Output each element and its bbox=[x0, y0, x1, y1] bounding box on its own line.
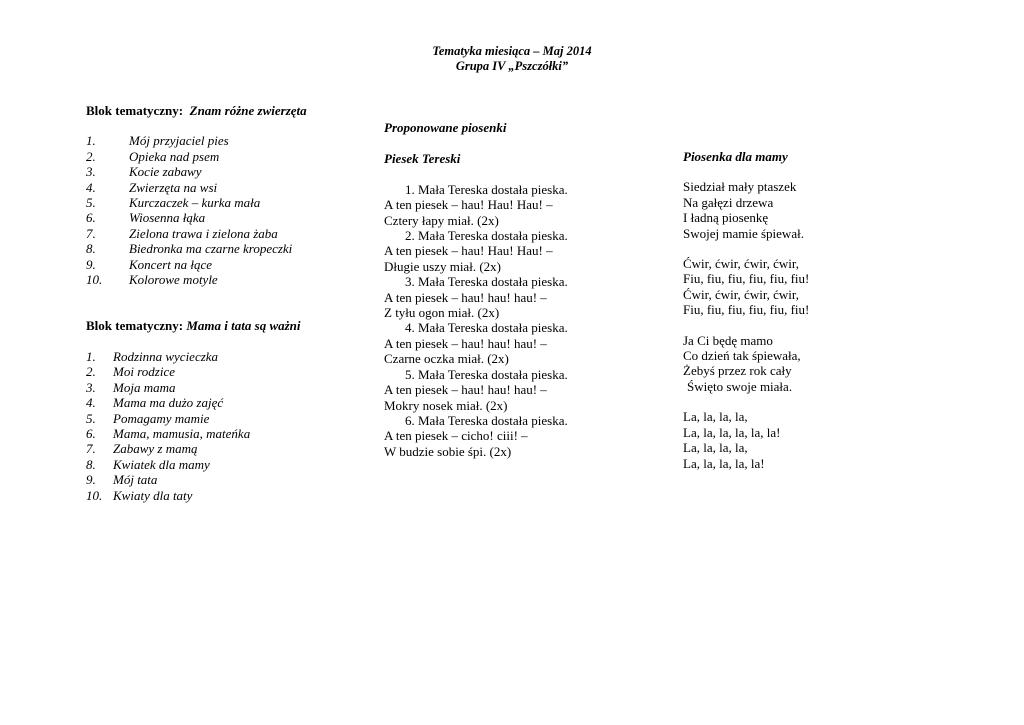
song-line: Ja Ci będę mamo bbox=[683, 332, 773, 348]
song-line: Ćwir, ćwir, ćwir, ćwir, bbox=[683, 256, 799, 272]
song-line: La, la, la, la, la! bbox=[683, 455, 765, 471]
list-item: 5. Pomagamy mamie bbox=[86, 410, 210, 426]
songs-column bbox=[384, 120, 644, 459]
block1-label: Blok tematyczny: bbox=[86, 103, 184, 118]
song-line: Na gałęzi drzewa bbox=[683, 194, 774, 210]
song-line: Z tyłu ogon miał. (2x) bbox=[384, 305, 500, 321]
list-item: 1. Rodzinna wycieczka bbox=[86, 348, 219, 364]
song-line: A ten piesek – hau! Hau! Hau! – bbox=[384, 197, 553, 213]
song-line: A ten piesek – hau! Hau! Hau! – bbox=[384, 243, 553, 259]
block1-heading bbox=[86, 103, 356, 118]
song1-title: Piesek Tereski bbox=[384, 151, 461, 167]
list-item: 6. Mama, mamusia, mateńka bbox=[86, 425, 251, 441]
list-item: 10. Kolorowe motyle bbox=[86, 272, 218, 288]
song-line: 2. Mała Tereska dostała pieska. bbox=[405, 228, 568, 244]
list-item: 2. Moi rodzice bbox=[86, 364, 175, 380]
list-item: 7. Zielona trawa i zielona żaba bbox=[86, 225, 278, 241]
list-item: 2. Opieka nad psem bbox=[86, 148, 220, 164]
list-item: 4. Zwierzęta na wsi bbox=[86, 179, 218, 195]
document-header bbox=[0, 44, 1024, 74]
list-item: 5. Kurczaczek – kurka mała bbox=[86, 195, 261, 211]
song-line: Siedział mały ptaszek bbox=[683, 179, 797, 195]
song-line: A ten piesek – cicho! ciii! – bbox=[384, 428, 528, 444]
song-line: La, la, la, la, la, la! bbox=[683, 424, 781, 440]
block1-title: Znam różne zwierzęta bbox=[189, 103, 307, 118]
song-line: Co dzień tak śpiewała, bbox=[683, 348, 801, 364]
song-line: 5. Mała Tereska dostała pieska. bbox=[405, 366, 568, 382]
song-line: Fiu, fiu, fiu, fiu, fiu, fiu! bbox=[683, 302, 810, 318]
list-item: 3. Kocie zabawy bbox=[86, 164, 202, 180]
song-line: Ćwir, ćwir, ćwir, ćwir, bbox=[683, 286, 799, 302]
list-item: 3. Moja mama bbox=[86, 379, 176, 395]
song2-column bbox=[683, 149, 913, 471]
list-item: 1. Mój przyjaciel pies bbox=[86, 133, 229, 149]
song-line: La, la, la, la, bbox=[683, 440, 748, 456]
song-line: 4. Mała Tereska dostała pieska. bbox=[405, 320, 568, 336]
song-line: Długie uszy miał. (2x) bbox=[384, 258, 501, 274]
list-item: 6. Wiosenna łąka bbox=[86, 210, 206, 226]
list-item: 9. Mój tata bbox=[86, 472, 158, 488]
songs-heading: Proponowane piosenki bbox=[384, 120, 507, 135]
list-item: 4. Mama ma dużo zajęć bbox=[86, 395, 224, 411]
song-line: I ładną piosenkę bbox=[683, 210, 769, 226]
song-line: 1. Mała Tereska dostała pieska. bbox=[405, 181, 568, 197]
themes-column bbox=[86, 103, 356, 503]
block2-label: Blok tematyczny: bbox=[86, 318, 184, 334]
song-line: 6. Mała Tereska dostała pieska. bbox=[405, 412, 568, 428]
song-line: Fiu, fiu, fiu, fiu, fiu, fiu! bbox=[683, 271, 810, 287]
song2-title: Piosenka dla mamy bbox=[683, 149, 788, 164]
block2-title: Mama i tata są ważni bbox=[186, 318, 301, 334]
song-line: 3. Mała Tereska dostała pieska. bbox=[405, 274, 568, 290]
song-line: La, la, la, la, bbox=[683, 409, 748, 425]
song-line: Święto swoje miała. bbox=[687, 378, 793, 394]
block2-heading bbox=[86, 318, 356, 333]
list-item: 9. Koncert na łące bbox=[86, 256, 213, 272]
song-line: A ten piesek – hau! hau! hau! – bbox=[384, 382, 547, 398]
song-line: Cztery łapy miał. (2x) bbox=[384, 212, 499, 228]
song-line: A ten piesek – hau! hau! hau! – bbox=[384, 289, 547, 305]
song-line: A ten piesek – hau! hau! hau! – bbox=[384, 335, 547, 351]
song-line: W budzie sobie śpi. (2x) bbox=[384, 443, 512, 459]
block1-list bbox=[86, 133, 356, 287]
list-item: 8. Biedronka ma czarne kropeczki bbox=[86, 241, 293, 257]
list-item: 8. Kwiatek dla mamy bbox=[86, 456, 210, 472]
list-item: 10. Kwiaty dla taty bbox=[86, 487, 193, 503]
document-title: Tematyka miesiąca – Maj 2014 bbox=[432, 44, 592, 58]
list-item: 7. Zabawy z mamą bbox=[86, 441, 198, 457]
song-line: Swojej mamie śpiewał. bbox=[683, 225, 804, 241]
song-line: Mokry nosek miał. (2x) bbox=[384, 397, 508, 413]
song-line: Żebyś przez rok cały bbox=[683, 363, 792, 379]
block2-list bbox=[86, 349, 356, 503]
song-line: Czarne oczka miał. (2x) bbox=[384, 351, 509, 367]
document-subtitle: Grupa IV „Pszczółki” bbox=[455, 59, 569, 73]
